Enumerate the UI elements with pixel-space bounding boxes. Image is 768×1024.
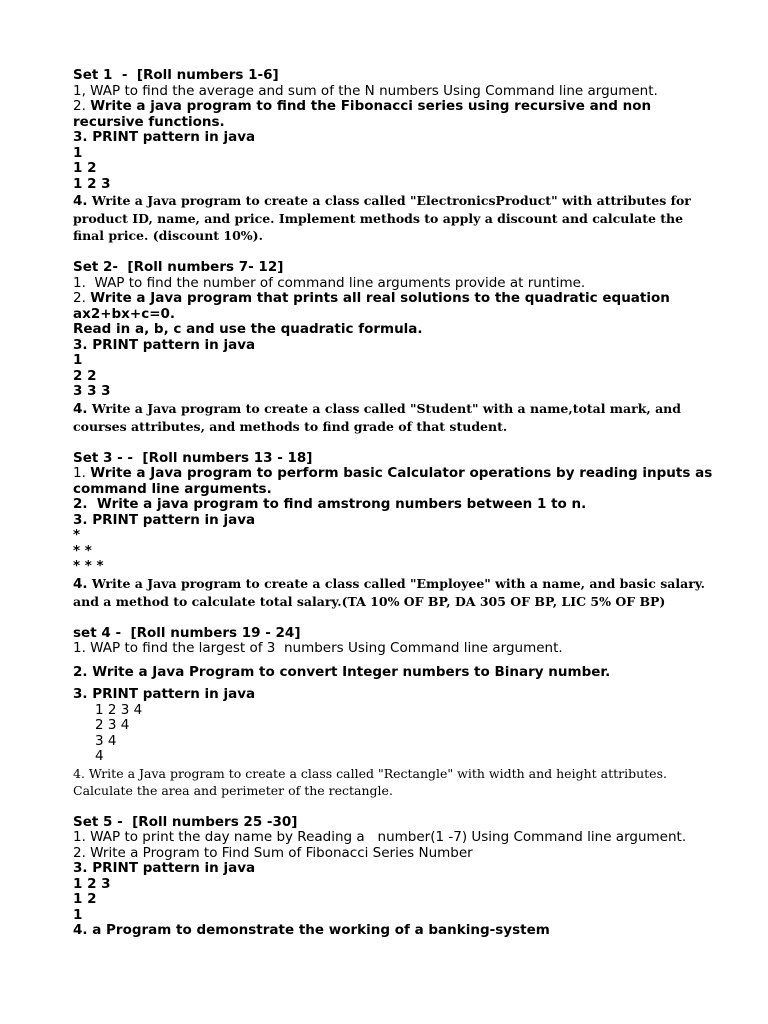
set-3-question-1 <box>73 465 717 497</box>
set-2-question-2-number: 2. <box>73 290 86 306</box>
spacer <box>73 435 713 451</box>
set-5-question-3: 3. PRINT pattern in java <box>73 860 256 876</box>
set-5-heading: Set 5 - [Roll numbers 25 -30] <box>73 813 298 830</box>
set-3-pattern-line-1: * <box>73 527 81 543</box>
set-5-question-1: 1. WAP to print the day name by Reading a number(1 -7) Using Command line argument. <box>73 829 687 845</box>
set-5-pattern-line-3: 1 <box>73 906 83 923</box>
set-1-question-2-text: Write a java program to find the Fibonacci series using recursive and non recursive functions. <box>73 98 656 130</box>
set-3-question-3: 3. PRINT pattern in java <box>73 511 256 528</box>
set-3-question-2: 2. Write a java program to find amstrong numbers between 1 to n. <box>73 496 587 512</box>
set-3-question-1-number: 1. <box>73 465 86 481</box>
set-4-pattern-line-4: 4 <box>95 748 104 764</box>
set-1-pattern-line-1: 1 <box>73 144 83 161</box>
document-page <box>73 67 717 939</box>
set-3-question-1-text: Write a Java program to perform basic Calculator operations by reading inputs as command line arguments. <box>73 465 717 497</box>
spacer <box>73 799 713 815</box>
spacer <box>73 610 713 626</box>
set-2 <box>73 260 713 435</box>
set-4-pattern-line-2: 2 3 4 <box>95 717 130 733</box>
set-3-question-4-number: 4. <box>73 575 88 592</box>
set-2-heading: Set 2- [Roll numbers 7- 12] <box>73 259 284 275</box>
set-1-question-3: 3. PRINT pattern in java <box>73 129 256 145</box>
set-3-question-4 <box>73 575 713 610</box>
set-4-question-4-text: Write a Java program to create a class called "Rectangle" with width and height attributes. Calculate the area and perimeter of the rectangle. <box>73 765 667 798</box>
set-2-question-2 <box>73 291 713 322</box>
set-5-question-2: 2. Write a Program to Find Sum of Fibonacci Series Number <box>73 844 473 861</box>
set-3 <box>73 449 717 610</box>
set-1-question-1: 1, WAP to find the average and sum of the N numbers Using Command line argument. <box>73 82 658 99</box>
set-1-question-2-number: 2. <box>73 98 86 114</box>
set-4-question-4 <box>73 765 713 799</box>
spacer <box>73 244 713 260</box>
set-2-pattern-line-3: 3 3 3 <box>73 383 111 399</box>
set-2-question-2-line-2: Read in a, b, c and use the quadratic formula. <box>73 321 423 337</box>
set-4-pattern-line-3: 3 4 <box>95 732 117 749</box>
set-1-question-4-number: 4. <box>73 193 88 209</box>
set-2-pattern-line-2: 2 2 <box>73 367 97 384</box>
set-2-question-1: 1. WAP to find the number of command line arguments provide at runtime. <box>73 274 586 291</box>
set-1-pattern-line-3: 1 2 3 <box>73 175 111 192</box>
set-1-question-2 <box>73 99 713 130</box>
set-4-question-1: 1. WAP to find the largest of 3 numbers Using Command line argument. <box>73 640 563 656</box>
set-1-question-4 <box>73 192 713 244</box>
set-5 <box>73 815 713 939</box>
set-3-heading: Set 3 - - [Roll numbers 13 - 18] <box>73 449 313 466</box>
set-4-heading: set 4 - [Roll numbers 19 - 24] <box>73 624 301 641</box>
set-1-pattern-line-2: 1 2 <box>73 160 97 176</box>
set-2-question-3: 3. PRINT pattern in java <box>73 336 256 353</box>
set-2-pattern-line-1: 1 <box>73 352 83 368</box>
set-2-question-2-text: Write a Java program that prints all real solutions to the quadratic equation ax2+bx+c=0. <box>73 290 675 322</box>
set-3-pattern-line-3: * * * <box>73 558 104 574</box>
set-5-pattern-line-1: 1 2 3 <box>73 875 111 892</box>
set-4 <box>73 626 713 799</box>
set-2-question-4-text: Write a Java program to create a class called "Student" with a name,total mark, and courses attributes, and methods to find grade of that student. <box>73 400 682 434</box>
set-1-heading: Set 1 - [Roll numbers 1-6] <box>73 67 279 83</box>
set-4-question-4-number: 4. <box>73 765 85 781</box>
set-4-pattern-line-1: 1 2 3 4 <box>95 701 143 718</box>
set-4-question-2: 2. Write a Java Program to convert Integer numbers to Binary number. <box>73 663 611 680</box>
set-1-question-4-text: Write a Java program to create a class called "ElectronicsProduct" with attributes for product ID, name, and price. Implement methods to apply a discount and calculate the final price. (discount 10%). <box>73 193 691 243</box>
set-4-question-3: 3. PRINT pattern in java <box>73 686 256 702</box>
set-1 <box>73 68 713 244</box>
set-2-question-4-number: 4. <box>73 400 88 417</box>
set-5-question-4: 4. a Program to demonstrate the working of a banking-system <box>73 922 550 938</box>
set-5-pattern-line-2: 1 2 <box>73 891 97 907</box>
set-2-question-4 <box>73 400 713 435</box>
set-3-pattern-line-2: * * <box>73 542 92 559</box>
set-3-question-4-text: Write a Java program to create a class called "Employee" with a name, and basic salary. and a method to calculate total salary.(TA 10% OF BP, DA 305 OF BP, LIC 5% OF BP) <box>73 575 705 609</box>
